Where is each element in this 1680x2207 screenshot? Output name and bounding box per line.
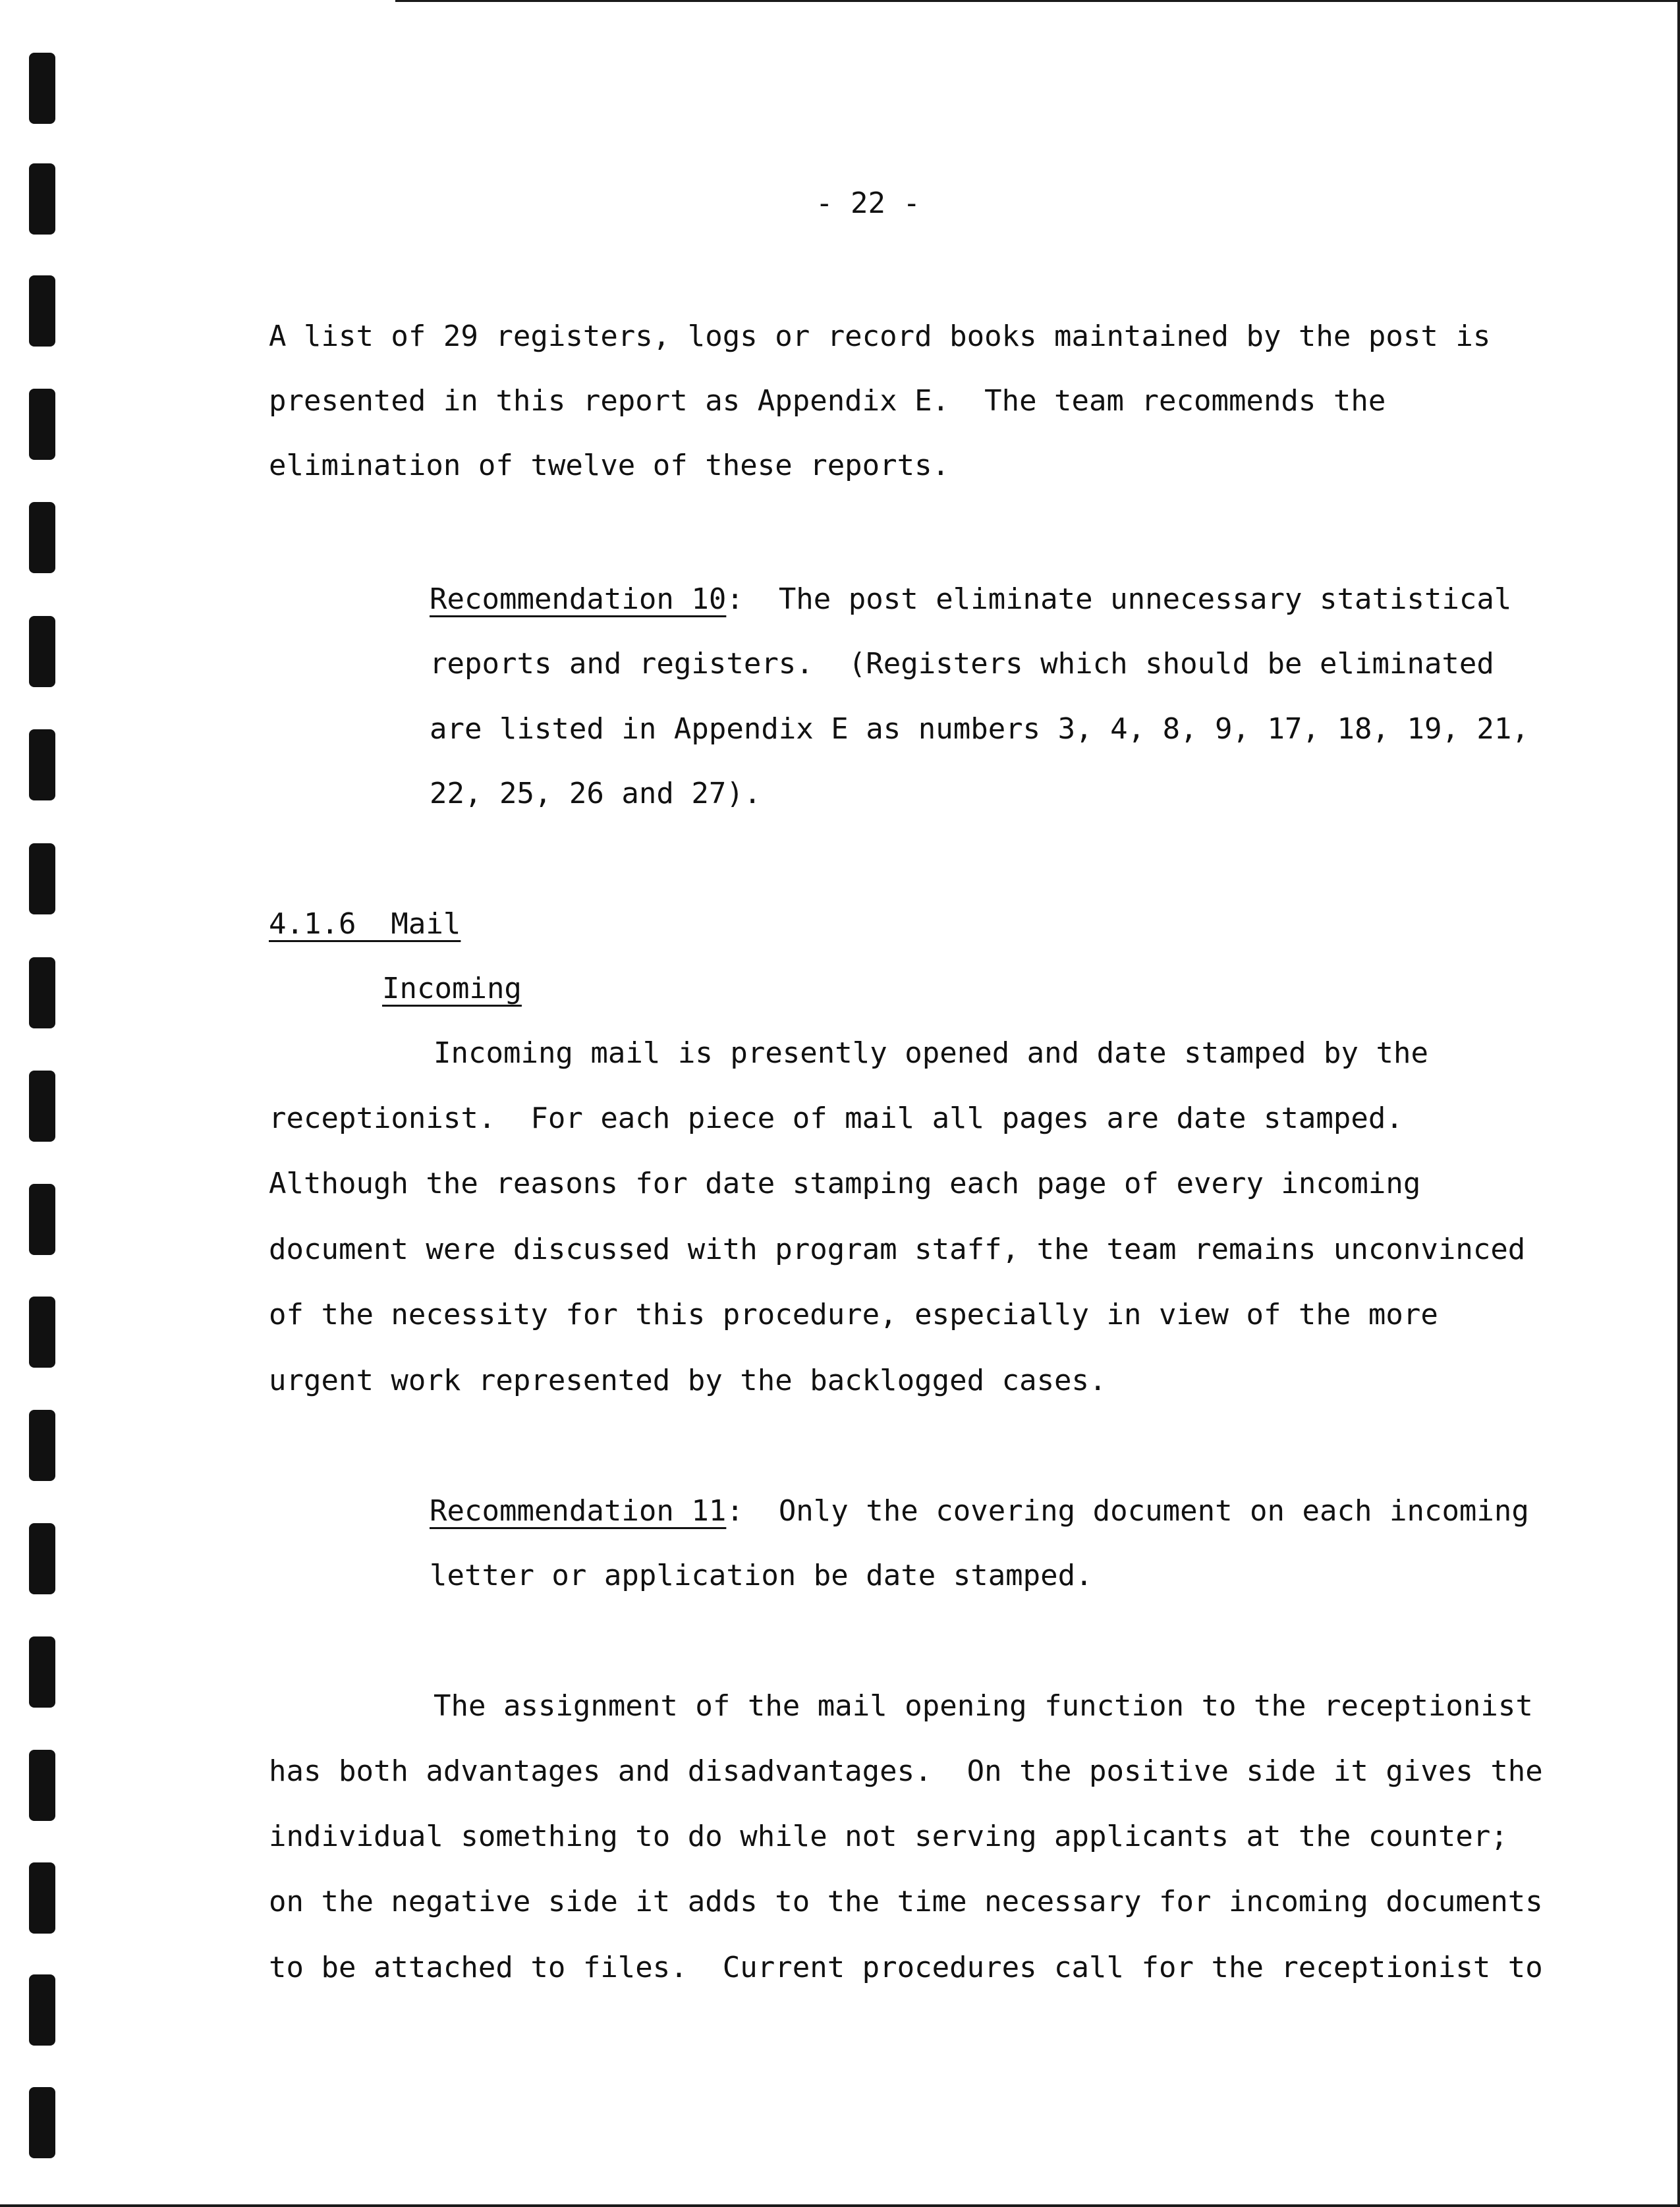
punch-hole [29, 1184, 55, 1255]
punch-hole [29, 616, 55, 687]
paragraph-line: on the negative side it adds to the time necessary for incoming documents [269, 1885, 1543, 1918]
recommendation-10-line: reports and registers. (Registers which should be eliminated [430, 647, 1494, 681]
punch-hole [29, 389, 55, 460]
recommendation-11-label: Recommendation 11 [430, 1494, 727, 1528]
section-heading: 4.1.6 Mail [269, 907, 461, 941]
section-subheading: Incoming [382, 972, 522, 1005]
recommendation-10-label: Recommendation 10 [430, 582, 727, 616]
paragraph-line: The assignment of the mail opening function to the receptionist [434, 1689, 1533, 1723]
paragraph-line: urgent work represented by the backlogged cases. [269, 1364, 1107, 1397]
paragraph-line: presented in this report as Appendix E. The team recommends the [269, 384, 1386, 418]
paragraph-line: document were discussed with program staff, the team remains unconvinced [269, 1233, 1526, 1266]
page-bottom-border [0, 2204, 1680, 2207]
punch-hole [29, 163, 55, 235]
paragraph-line: has both advantages and disadvantages. On the positive side it gives the [269, 1754, 1543, 1788]
recommendation-10-line: are listed in Appendix E as numbers 3, 4, 8, 9, 17, 18, 19, 21, [430, 712, 1529, 746]
punch-hole [29, 1297, 55, 1368]
punch-hole [29, 843, 55, 914]
paragraph-line: A list of 29 registers, logs or record books maintained by the post is [269, 320, 1491, 353]
punch-hole [29, 1862, 55, 1934]
paragraph-line: elimination of twelve of these reports. [269, 449, 950, 482]
page-number: - 22 - [816, 186, 920, 220]
punch-hole [29, 729, 55, 800]
punch-hole [29, 1071, 55, 1142]
punch-hole [29, 2087, 55, 2158]
page-top-border [395, 0, 1680, 2]
paragraph-line: to be attached to files. Current procedures call for the receptionist to [269, 1951, 1543, 1984]
punch-hole [29, 957, 55, 1028]
punch-hole [29, 1410, 55, 1481]
paragraph-line: of the necessity for this procedure, especially in view of the more [269, 1298, 1438, 1331]
paragraph-line: individual something to do while not serving applicants at the counter; [269, 1820, 1508, 1853]
recommendation-10-line: 22, 25, 26 and 27). [430, 777, 762, 810]
paragraph-line: Although the reasons for date stamping each page of every incoming [269, 1167, 1421, 1200]
recommendation-10-line [430, 580, 1511, 619]
punch-hole [29, 53, 55, 124]
recommendation-11-line: letter or application be date stamped. [430, 1559, 1093, 1592]
punch-hole [29, 275, 55, 347]
recommendation-11-line [430, 1492, 1529, 1531]
punch-hole [29, 1750, 55, 1821]
page-right-border [1677, 0, 1680, 2207]
punch-hole [29, 1974, 55, 2046]
punch-hole [29, 1636, 55, 1708]
punch-hole [29, 1523, 55, 1594]
recommendation-11-text: : Only the covering document on each incoming [726, 1494, 1529, 1528]
paragraph-line: receptionist. For each piece of mail all pages are date stamped. [269, 1102, 1403, 1135]
punch-hole [29, 502, 55, 573]
paragraph-line: Incoming mail is presently opened and date stamped by the [434, 1036, 1428, 1070]
recommendation-10-text: : The post eliminate unnecessary statistical [726, 582, 1512, 616]
